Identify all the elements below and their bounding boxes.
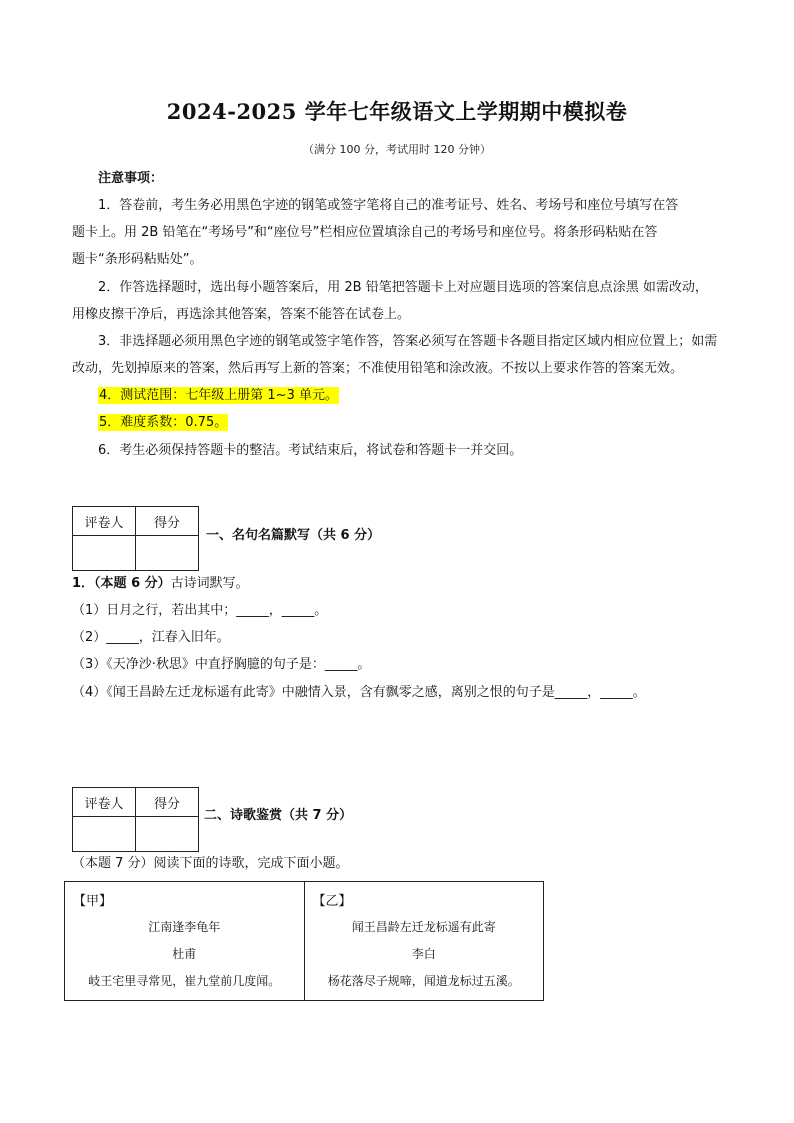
score-label: 得分 [136,788,199,817]
question-1-line [72,577,249,590]
poem-b-label: 【乙】 [312,894,352,909]
question-1-sub-3: （3）《天净沙·秋思》中直抒胸臆的句子是：_____。 [72,657,371,672]
poem-b-title: 闻王昌龄左迁龙标遥有此寄 [351,920,496,934]
note-3-line-2: 改动，先划掉原来的答案，然后再写上新的答案；不准使用铅笔和涂改液。不按以上要求作答的答案无效。 [72,361,684,376]
grader-cell [73,536,136,571]
poem-a-line: 岐王宅里寻常见，崔九堂前几度闻。 [88,974,281,988]
question-1-prompt: 古诗词默写。 [170,576,249,591]
score-label: 得分 [136,507,199,536]
section-2-heading: 二、诗歌鉴赏（共 7 分） [204,808,353,823]
poem-a-label: 【甲】 [73,894,113,909]
note-5-highlight: 5．难度系数：0.75。 [99,415,228,430]
score-table-section-1 [72,506,199,571]
poem-a-cell [65,882,305,1001]
poem-b-line: 杨花落尽子规啼，闻道龙标过五溪。 [327,974,520,988]
section-2-prompt: （本题 7 分）阅读下面的诗歌，完成下面小题。 [72,856,349,871]
note-1-line-3: 题卡“条形码粘贴处”。 [72,252,203,267]
question-1-sub-4: （4）《闻王昌龄左迁龙标遥有此寄》中融情入景，含有飘零之感，离别之恨的句子是_____，_____。 [72,685,646,700]
page-subtitle: （满分 100 分，考试用时 120 分钟） [303,143,491,156]
grader-label: 评卷人 [73,788,136,817]
score-cell [136,817,199,852]
notes-heading: 注意事项： [98,171,164,186]
question-1-points: （本题 6 分） [94,576,171,591]
section-1-heading: 一、名句名篇默写（共 6 分） [206,528,381,543]
note-1-line-1: 1．答卷前，考生务必用黑色字迹的钢笔或签字笔将自己的准考证号、姓名、考场号和座位号填写在答 [98,198,679,213]
note-4-highlight: 4．测试范围：七年级上册第 1~3 单元。 [99,388,338,403]
page-title: 2024-2025 学年七年级语文上学期期中模拟卷 [166,99,628,124]
score-cell [136,536,199,571]
note-5 [98,416,228,429]
note-2-line-2: 用橡皮擦干净后，再选涂其他答案，答案不能答在试卷上。 [72,307,411,322]
note-1-line-2: 题卡上。用 2B 铅笔在“考场号”和“座位号”栏相应位置填涂自己的考场号和座位号。将条形码粘贴在答 [72,225,658,240]
poem-b-cell [304,882,544,1001]
question-1-sub-1: （1）日月之行，若出其中；_____，_____。 [72,603,328,618]
poem-a-author: 杜甫 [172,947,197,961]
note-4 [98,389,339,402]
note-6: 6．考生必须保持答题卡的整洁。考试结束后，将试卷和答题卡一并交回。 [98,443,523,458]
poem-a-title: 江南逢李龟年 [148,920,221,934]
note-3-line-1: 3．非选择题必须用黑色字迹的钢笔或签字笔作答，答案必须写在答题卡各题目指定区域内相应位置上；如需 [98,334,718,349]
question-1-sub-2: （2）_____，江春入旧年。 [72,630,230,645]
note-2-line-1: 2．作答选择题时，选出每小题答案后，用 2B 铅笔把答题卡上对应题目选项的答案信息点涂黑 如需改动， [98,280,708,295]
poem-b-author: 李白 [411,947,436,961]
poem-table [64,881,544,1001]
grader-label: 评卷人 [73,507,136,536]
question-1-number: 1． [72,576,95,591]
score-table-section-2 [72,787,199,852]
grader-cell [73,817,136,852]
